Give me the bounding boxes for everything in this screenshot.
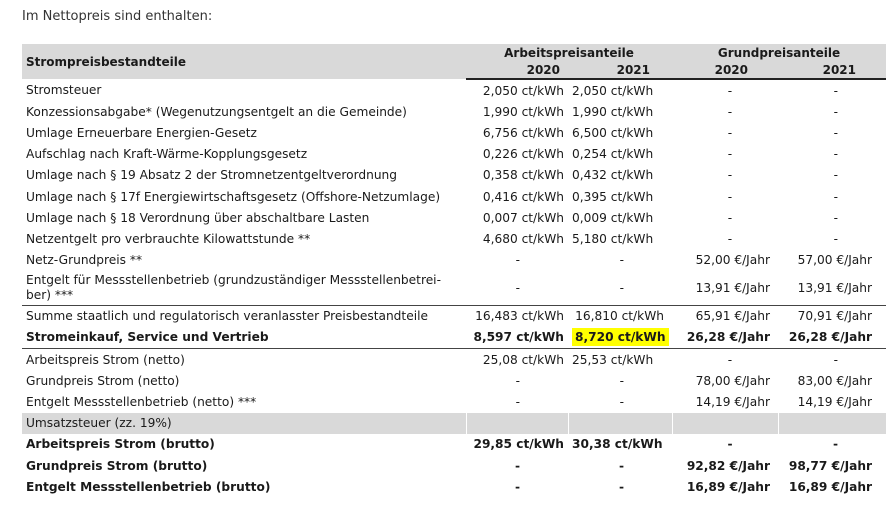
cell-value: 0,358 ct/kWh	[482, 168, 564, 183]
table-row	[22, 207, 886, 228]
cell-value: 16,810 ct/kWh	[568, 305, 672, 327]
cell-value: -	[514, 479, 520, 494]
row-label: Netz-Grundpreis **	[26, 253, 143, 268]
table-row	[22, 186, 886, 207]
cell-value: 29,85 ct/kWh	[473, 437, 564, 452]
empty-cell	[466, 413, 568, 434]
row-label: Umlage nach § 19 Absatz 2 der Stromnetzentgeltverordnung	[26, 168, 398, 183]
cell-value: 0,226 ct/kWh	[482, 147, 564, 162]
table-row-total	[22, 476, 886, 497]
cell-value: -	[727, 104, 733, 119]
row-label: Entgelt Messstellenbetrieb (netto) ***	[26, 395, 257, 410]
cell-value: -	[515, 395, 520, 410]
row-label: Entgelt für Messstellenbetrieb (grundzuständiger Messstellenbetrei-ber) ***	[26, 272, 441, 302]
cell-value: -	[833, 147, 839, 162]
column-header-label: Strompreisbestandteile	[22, 44, 466, 79]
cell-value: 0,254 ct/kWh	[572, 147, 654, 162]
cell-value: -	[832, 437, 839, 452]
cell-value: -	[833, 231, 839, 246]
cell-value: -	[619, 253, 624, 268]
row-label: Netzentgelt pro verbrauchte Kilowattstunde **	[26, 231, 311, 246]
table-row	[22, 370, 886, 391]
row-label: Arbeitspreis Strom (brutto)	[26, 437, 215, 452]
row-label: Umlage nach § 17f Energiewirtschaftsgesetz (Offshore-Netzumlage)	[26, 189, 441, 204]
row-label: Konzessionsabgabe* (Wegenutzungsentgelt an die Gemeinde)	[26, 104, 407, 119]
table-row-subtotal	[22, 305, 886, 327]
cell-value: 5,180 ct/kWh	[572, 231, 654, 246]
cell-value: 4,680 ct/kWh	[482, 231, 564, 246]
table-row	[22, 391, 886, 412]
cell-value: 0,432 ct/kWh	[572, 168, 654, 183]
cell-value: -	[619, 373, 624, 388]
row-label: Grundpreis Strom (netto)	[26, 373, 180, 388]
cell-value: -	[727, 210, 733, 225]
cell-value: 14,19 €/Jahr	[695, 395, 770, 410]
table-row	[22, 122, 886, 143]
cell-value: -	[514, 458, 520, 473]
cell-value: 6,500 ct/kWh	[572, 125, 654, 140]
cell-value: 8,597 ct/kWh	[466, 327, 568, 349]
cell-value: 1,990 ct/kWh	[572, 104, 654, 119]
cell-value: -	[833, 210, 839, 225]
cell-value: -	[833, 104, 839, 119]
cell-value: 25,08 ct/kWh	[482, 352, 564, 367]
cell-value: -	[515, 253, 520, 268]
row-label: Grundpreis Strom (brutto)	[26, 458, 208, 473]
cell-value: 16,89 €/Jahr	[788, 479, 873, 494]
price-table	[22, 44, 886, 497]
cell-value: 16,483 ct/kWh	[466, 305, 568, 327]
year-header: 2020	[672, 61, 778, 79]
empty-cell	[672, 413, 778, 434]
cell-value: -	[833, 83, 839, 98]
table-row	[22, 349, 886, 371]
table-row-total	[22, 455, 886, 476]
cell-value: -	[618, 479, 624, 494]
table-row-emphasis	[22, 327, 886, 349]
cell-value: 14,19 €/Jahr	[797, 395, 873, 410]
cell-value: 16,89 €/Jahr	[686, 479, 770, 494]
cell-value: 26,28 €/Jahr	[778, 327, 886, 349]
cell-value: -	[727, 168, 733, 183]
cell-value: -	[833, 168, 839, 183]
cell-value: -	[727, 352, 733, 367]
table-row-tax	[22, 413, 886, 434]
header-row-groups	[22, 44, 886, 61]
table-row-total	[22, 434, 886, 455]
year-header: 2021	[778, 61, 886, 79]
empty-cell	[568, 413, 672, 434]
cell-value: 0,009 ct/kWh	[572, 210, 654, 225]
row-label: Entgelt Messstellenbetrieb (brutto)	[26, 479, 271, 494]
cell-value: 0,007 ct/kWh	[482, 210, 564, 225]
cell-value: 13,91 €/Jahr	[695, 280, 770, 295]
empty-cell	[778, 413, 886, 434]
table-row	[22, 101, 886, 122]
cell-value: -	[619, 280, 624, 295]
row-label: Stromeinkauf, Service und Vertrieb	[22, 327, 466, 349]
cell-value: 25,53 ct/kWh	[572, 352, 654, 367]
table-row	[22, 165, 886, 186]
cell-value: -	[727, 125, 733, 140]
cell-value: -	[727, 231, 733, 246]
cell-value: 6,756 ct/kWh	[482, 125, 564, 140]
cell-value: -	[727, 437, 733, 452]
group-header-arbeit: Arbeitspreisanteile	[466, 44, 672, 61]
row-label: Arbeitspreis Strom (netto)	[26, 352, 185, 367]
cell-value: 2,050 ct/kWh	[572, 83, 654, 98]
table-row	[22, 250, 886, 271]
cell-value: 78,00 €/Jahr	[695, 373, 770, 388]
cell-value: -	[515, 280, 520, 295]
cell-value: -	[727, 189, 733, 204]
cell-value: -	[515, 373, 520, 388]
row-label: Summe staatlich und regulatorisch veranlasster Preisbestandteile	[22, 305, 466, 327]
cell-value: 98,77 €/Jahr	[788, 458, 873, 473]
row-label: Umlage nach § 18 Verordnung über abschaltbare Lasten	[26, 210, 370, 225]
cell-value: -	[727, 83, 733, 98]
cell-value: 57,00 €/Jahr	[797, 253, 873, 268]
row-label: Aufschlag nach Kraft-Wärme-Kopplungsgesetz	[26, 147, 308, 162]
cell-value: 0,395 ct/kWh	[572, 189, 654, 204]
cell-value: 26,28 €/Jahr	[672, 327, 778, 349]
group-header-grund: Grundpreisanteile	[672, 44, 886, 61]
table-row	[22, 79, 886, 101]
year-header: 2021	[568, 61, 672, 79]
table-row	[22, 144, 886, 165]
row-label: Umlage Erneuerbare Energien-Gesetz	[26, 125, 257, 140]
cell-value: 0,416 ct/kWh	[482, 189, 564, 204]
cell-value: 92,82 €/Jahr	[686, 458, 770, 473]
cell-value: 70,91 €/Jahr	[778, 305, 886, 327]
year-header: 2020	[466, 61, 568, 79]
intro-text: Im Nettopreis sind enthalten:	[22, 9, 213, 24]
cell-value-highlighted	[568, 327, 672, 349]
cell-value: 30,38 ct/kWh	[572, 437, 663, 452]
table-row	[22, 271, 886, 306]
cell-value: -	[727, 147, 733, 162]
cell-value: 1,990 ct/kWh	[482, 104, 564, 119]
highlight-mark: 8,720 ct/kWh	[572, 328, 669, 346]
cell-value: 2,050 ct/kWh	[482, 83, 564, 98]
cell-value: 83,00 €/Jahr	[797, 373, 873, 388]
cell-value: 13,91 €/Jahr	[797, 280, 873, 295]
cell-value: 52,00 €/Jahr	[695, 253, 770, 268]
cell-value: -	[833, 189, 839, 204]
cell-value: -	[618, 458, 624, 473]
cell-value: -	[833, 352, 839, 367]
row-label: Stromsteuer	[26, 83, 102, 98]
row-label: Umsatzsteuer (zz. 19%)	[22, 413, 466, 434]
table-row	[22, 228, 886, 249]
cell-value: -	[833, 125, 839, 140]
cell-value: -	[619, 395, 624, 410]
cell-value: 65,91 €/Jahr	[672, 305, 778, 327]
